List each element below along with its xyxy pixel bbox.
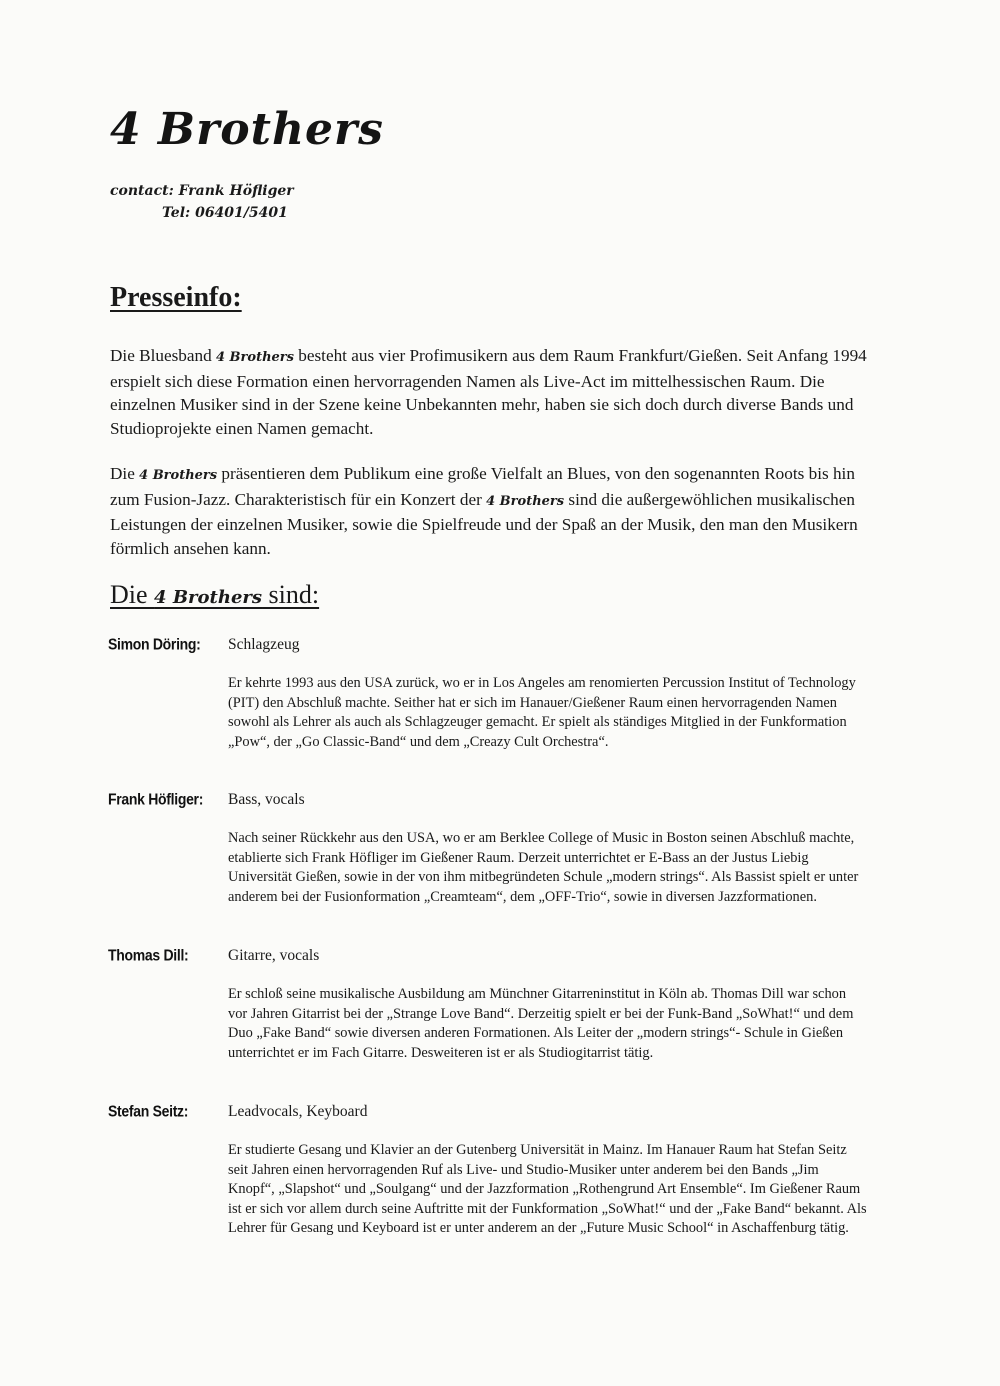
member-role: Leadvocals, Keyboard	[228, 1103, 368, 1120]
intro-text: Die	[110, 464, 140, 483]
member-bio: Nach seiner Rückkehr aus den USA, wo er am Berklee College of Music in Boston seinen Abschluß machte, etablierte sich Frank Höfliger im Gießener Raum. Derzeit unterrichtet er E-Bass an der Justus Liebig Universität Gießen, sowie in der von ihm mitbegründeten Schule „modern strings“. Als Bassist spielt er unter anderem bei der Fusionformation „Creamteam“, dem „OFF-Trio“, sowie in diversen Jazzformationen.	[228, 830, 859, 905]
band-logo: 4 Brothers	[110, 104, 384, 155]
intro-text: sind die außergewöhlichen musikalischen Leistungen der einzelnen Musiker, sowie die Spielfreude und der Spaß an der Musik, den man den Musikern förmlich ansehen kann.	[110, 489, 858, 558]
member-role: Schlagzeug	[228, 636, 300, 653]
intro-text: besteht aus vier Profimusikern aus dem Raum Frankfurt/Gießen. Seit Anfang 1994 erspielt sich diese Formation einen hervorragenden Namen als Live-Act im mittelhessischen Raum. Die einzelnen Musiker sind in der Szene keine Unbekannten mehr, haben sie sich doch durch diverse Bands und Studioprojekte einen Namen gemacht.	[110, 346, 867, 438]
member-name: Thomas Dill:	[108, 946, 189, 964]
member-name: Frank Höfliger:	[108, 790, 204, 808]
band-name-inline: 4 Brothers	[154, 587, 263, 608]
members-heading-text: sind:	[262, 580, 320, 609]
member-role: Bass, vocals	[228, 791, 305, 808]
members-heading-text: Die	[110, 580, 155, 609]
intro-text: präsentieren dem Publikum eine große Vielfalt an Blues, von den sogenannten Roots bis hin zum Fusion-Jazz. Charakteristisch für ein Konzert der	[110, 464, 855, 509]
member-name: Simon Döring:	[108, 635, 201, 653]
band-name-inline: 4 Brothers	[215, 350, 294, 365]
contact-phone: Tel: 06401/5401	[162, 205, 288, 221]
contact-block	[110, 180, 294, 224]
members-heading	[110, 580, 319, 610]
contact-person: contact: Frank Höfliger	[110, 183, 294, 199]
intro-paragraph-2	[110, 462, 870, 560]
member-role: Gitarre, vocals	[228, 947, 320, 964]
intro-paragraph-1	[110, 344, 870, 440]
member-name: Stefan Seitz:	[108, 1102, 189, 1120]
member-bio: Er schloß seine musikalische Ausbildung am Münchner Gitarreninstitut in Köln ab. Thomas Dill war schon vor Jahren Gitarrist bei der „Strange Love Band“. Derzeitig spielt er bei der Funk-Band „SoWhat!“ und dem Duo „Fake Band“ sowie diversen anderen Formationen. Als Leiter der „modern strings“- Schule in Gießen unterrichtet er im Fach Gitarre. Desweiteren ist er als Studiogitarrist tätig.	[228, 986, 854, 1061]
member-bio: Er kehrte 1993 aus den USA zurück, wo er in Los Angeles am renomierten Percussion Institut of Technology (PIT) den Abschluß machte. Seither hat er sich im Hanauer/Gießener Raum einen hervorragenden Namen sowohl als Lehrer als auch als Schlagzeuger gemacht. Er spielt als ständiges Mitglied in der Funkformation „Pow“, der „Go Classic-Band“ und dem „Creazy Cult Orchestra“.	[228, 675, 856, 750]
intro-text: Die Bluesband	[110, 346, 216, 365]
band-name-inline: 4 Brothers	[139, 468, 218, 483]
member-bio: Er studierte Gesang und Klavier an der Gutenberg Universität in Mainz. Im Hanauer Raum hat Stefan Seitz seit Jahren einen hervorragenden Ruf als Live- und Studio-Musiker unter anderem bei den Bands „Jim Knopf“, „Slapshot“ und „Soulgang“ und der Jazzformation „Rothengrund Art Ensemble“. Im Gießener Raum ist er sich vor allem durch seine Auftritte mit der Funkformation „SoWhat!“ und der „Fake Band“ bekannt. Als Lehrer für Gesang und Keyboard ist er unter anderem an der „Future Music School“ in Aschaffenburg tätig.	[228, 1142, 867, 1236]
page-title: Presseinfo:	[110, 282, 242, 313]
band-name-inline: 4 Brothers	[486, 493, 565, 509]
